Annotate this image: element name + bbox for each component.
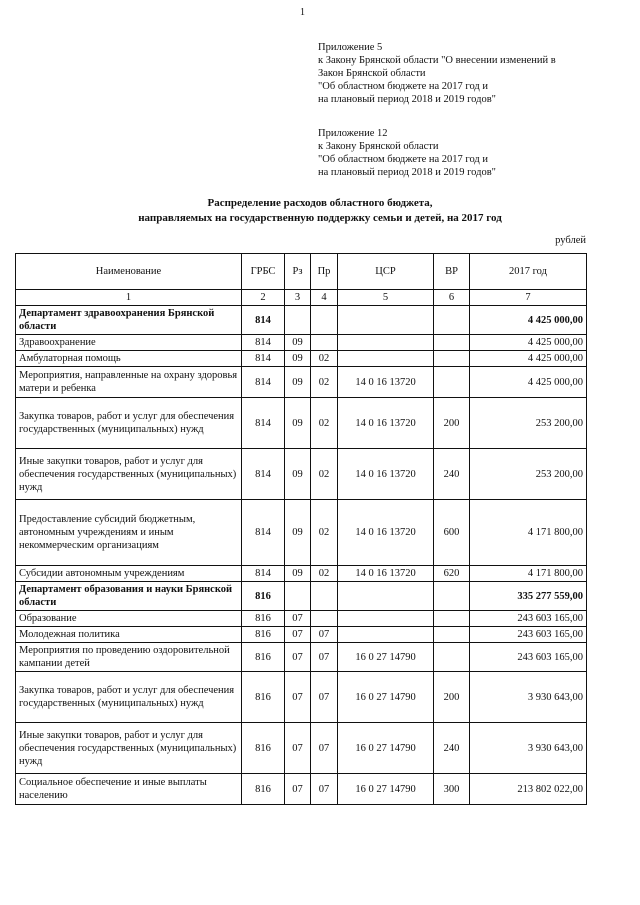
row-pr [311,335,338,351]
row-rz: 09 [285,335,311,351]
header-amount: 2017 год [470,254,587,290]
header-csr: ЦСР [338,254,434,290]
row-grbs: 814 [242,351,285,367]
row-name: Мероприятия по проведению оздоровительной кампании детей [16,643,242,672]
row-grbs: 814 [242,398,285,449]
row-amount: 243 603 165,00 [470,611,587,627]
table-row [16,582,587,611]
row-grbs: 814 [242,306,285,335]
row-rz: 09 [285,449,311,500]
row-pr [311,306,338,335]
annex-5-header [318,41,556,106]
row-name: Молодежная политика [16,627,242,643]
row-vr [434,582,470,611]
row-grbs: 814 [242,367,285,398]
annex-line: Приложение 12 [318,128,388,139]
row-vr: 600 [434,500,470,566]
row-vr [434,351,470,367]
row-vr: 240 [434,723,470,774]
row-rz: 09 [285,500,311,566]
row-amount: 4 425 000,00 [470,306,587,335]
row-amount: 4 171 800,00 [470,500,587,566]
row-name: Образование [16,611,242,627]
row-csr [338,335,434,351]
row-csr [338,306,434,335]
table-row [16,643,587,672]
row-amount: 335 277 559,00 [470,582,587,611]
row-name: Амбулаторная помощь [16,351,242,367]
row-csr [338,627,434,643]
table-row [16,335,587,351]
row-name: Иные закупки товаров, работ и услуг для обеспечения государственных (муниципальных) нужд [16,723,242,774]
annex-line: на плановый период 2018 и 2019 годов" [318,94,496,105]
row-csr: 14 0 16 13720 [338,500,434,566]
row-amount: 253 200,00 [470,449,587,500]
row-grbs: 814 [242,566,285,582]
row-amount: 243 603 165,00 [470,643,587,672]
column-number-row [16,290,587,306]
col-number: 7 [470,290,587,306]
document-title [0,196,640,226]
row-vr [434,611,470,627]
annex-line: "Об областном бюджете на 2017 год и [318,154,489,165]
annex-line: "Об областном бюджете на 2017 год и [318,81,489,92]
row-grbs: 816 [242,643,285,672]
table-row [16,672,587,723]
row-csr: 14 0 16 13720 [338,398,434,449]
row-name: Департамент здравоохранения Брянской области [16,306,242,335]
table-row [16,500,587,566]
col-number: 3 [285,290,311,306]
row-rz: 09 [285,351,311,367]
units-label: рублей [555,235,586,246]
row-grbs: 816 [242,627,285,643]
title-line-1: Распределение расходов областного бюджета, [207,197,433,209]
col-number: 2 [242,290,285,306]
row-csr [338,351,434,367]
row-amount: 213 802 022,00 [470,774,587,805]
row-rz: 07 [285,672,311,723]
header-vr: ВР [434,254,470,290]
annex-line: к Закону Брянской области [318,141,439,152]
row-rz [285,306,311,335]
table-row [16,566,587,582]
row-amount: 3 930 643,00 [470,672,587,723]
row-csr [338,611,434,627]
row-rz: 09 [285,398,311,449]
row-grbs: 814 [242,335,285,351]
row-name: Социальное обеспечение и иные выплаты населению [16,774,242,805]
row-name: Субсидии автономным учреждениям [16,566,242,582]
row-grbs: 816 [242,672,285,723]
row-vr [434,367,470,398]
annex-line: к Закону Брянской области "О внесении изменений в [318,55,556,66]
row-csr: 16 0 27 14790 [338,672,434,723]
header-name: Наименование [16,254,242,290]
annex-12-header [318,127,496,179]
header-rz: Рз [285,254,311,290]
col-number: 1 [16,290,242,306]
row-rz: 07 [285,627,311,643]
row-name: Здравоохранение [16,335,242,351]
col-number: 4 [311,290,338,306]
row-name: Мероприятия, направленные на охрану здоровья матери и ребенка [16,367,242,398]
row-csr: 14 0 16 13720 [338,449,434,500]
table-row [16,774,587,805]
table-row [16,449,587,500]
table-row [16,627,587,643]
row-csr: 14 0 16 13720 [338,367,434,398]
row-vr [434,306,470,335]
row-csr: 14 0 16 13720 [338,566,434,582]
row-pr: 02 [311,367,338,398]
row-pr: 02 [311,500,338,566]
row-amount: 243 603 165,00 [470,627,587,643]
table-row [16,723,587,774]
row-amount: 4 171 800,00 [470,566,587,582]
row-rz: 09 [285,367,311,398]
row-rz: 09 [285,566,311,582]
row-pr: 02 [311,449,338,500]
row-rz: 07 [285,611,311,627]
row-vr: 240 [434,449,470,500]
row-vr: 620 [434,566,470,582]
row-vr: 300 [434,774,470,805]
row-vr [434,643,470,672]
header-grbs: ГРБС [242,254,285,290]
row-pr: 07 [311,672,338,723]
page-number: 1 [300,7,305,18]
row-csr [338,582,434,611]
row-pr: 07 [311,723,338,774]
row-rz [285,582,311,611]
row-grbs: 814 [242,500,285,566]
row-pr: 02 [311,398,338,449]
row-name: Закупка товаров, работ и услуг для обеспечения государственных (муниципальных) нужд [16,398,242,449]
row-csr: 16 0 27 14790 [338,643,434,672]
row-pr: 02 [311,566,338,582]
row-vr [434,335,470,351]
row-grbs: 816 [242,723,285,774]
table-row [16,351,587,367]
header-row [16,254,587,290]
row-name: Иные закупки товаров, работ и услуг для обеспечения государственных (муниципальных) нужд [16,449,242,500]
row-vr [434,627,470,643]
col-number: 5 [338,290,434,306]
row-csr: 16 0 27 14790 [338,723,434,774]
row-grbs: 816 [242,582,285,611]
row-amount: 3 930 643,00 [470,723,587,774]
table-row [16,611,587,627]
row-grbs: 814 [242,449,285,500]
row-pr [311,582,338,611]
row-grbs: 816 [242,611,285,627]
row-pr: 02 [311,351,338,367]
row-rz: 07 [285,723,311,774]
col-number: 6 [434,290,470,306]
row-grbs: 816 [242,774,285,805]
title-line-2: направляемых на государственную поддержку семьи и детей, на 2017 год [138,212,502,224]
row-csr: 16 0 27 14790 [338,774,434,805]
row-pr [311,611,338,627]
row-vr: 200 [434,672,470,723]
table-row [16,367,587,398]
row-rz: 07 [285,774,311,805]
header-pr: Пр [311,254,338,290]
row-name: Департамент образования и науки Брянской области [16,582,242,611]
row-vr: 200 [434,398,470,449]
row-rz: 07 [285,643,311,672]
row-amount: 4 425 000,00 [470,367,587,398]
annex-line: Закон Брянской области [318,68,426,79]
row-amount: 4 425 000,00 [470,335,587,351]
budget-table [15,253,587,805]
row-pr: 07 [311,643,338,672]
row-pr: 07 [311,627,338,643]
table-row [16,398,587,449]
row-pr: 07 [311,774,338,805]
row-name: Закупка товаров, работ и услуг для обеспечения государственных (муниципальных) нужд [16,672,242,723]
table-row [16,306,587,335]
row-amount: 253 200,00 [470,398,587,449]
annex-line: Приложение 5 [318,42,383,53]
annex-line: на плановый период 2018 и 2019 годов" [318,167,496,178]
row-name: Предоставление субсидий бюджетным, автономным учреждениям и иным некоммерческим организациям [16,500,242,566]
row-amount: 4 425 000,00 [470,351,587,367]
